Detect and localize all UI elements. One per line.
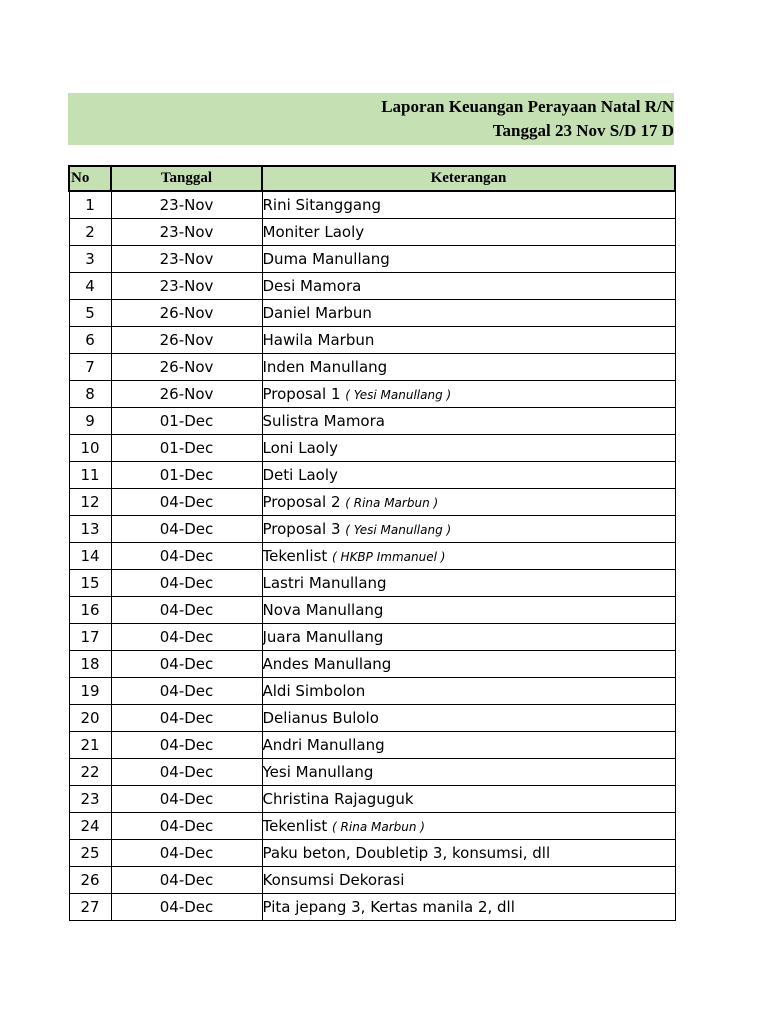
- keterangan-note: ( Yesi Manullang ): [345, 388, 452, 402]
- cell-keterangan[interactable]: [262, 489, 675, 516]
- table-row: [69, 543, 675, 570]
- table-row: [69, 354, 675, 381]
- table-row: [69, 894, 675, 921]
- keterangan-text: Tekenlist: [262, 547, 328, 565]
- cell-tanggal[interactable]: 04-Dec: [111, 840, 262, 867]
- cell-no[interactable]: 14: [69, 543, 111, 570]
- keterangan-text: Deti Laoly: [262, 466, 338, 484]
- cell-keterangan[interactable]: [262, 408, 675, 435]
- cell-no[interactable]: 10: [69, 435, 111, 462]
- table-row: [69, 813, 675, 840]
- cell-keterangan[interactable]: [262, 354, 675, 381]
- cell-keterangan[interactable]: [262, 516, 675, 543]
- cell-no[interactable]: 18: [69, 651, 111, 678]
- cell-keterangan[interactable]: [262, 570, 675, 597]
- keterangan-text: Inden Manullang: [262, 358, 388, 376]
- cell-keterangan[interactable]: [262, 732, 675, 759]
- keterangan-text: Pita jepang 3, Kertas manila 2, dll: [262, 898, 515, 916]
- cell-no[interactable]: 22: [69, 759, 111, 786]
- cell-no[interactable]: 5: [69, 300, 111, 327]
- cell-keterangan[interactable]: [262, 327, 675, 354]
- keterangan-text: Proposal 1: [262, 385, 341, 403]
- keterangan-text: Aldi Simbolon: [262, 682, 366, 700]
- keterangan-text: Delianus Bulolo: [262, 709, 379, 727]
- cell-tanggal[interactable]: 04-Dec: [111, 543, 262, 570]
- keterangan-text: Andri Manullang: [262, 736, 385, 754]
- cell-tanggal[interactable]: 04-Dec: [111, 786, 262, 813]
- keterangan-note: ( Yesi Manullang ): [345, 523, 452, 537]
- cell-no[interactable]: 4: [69, 273, 111, 300]
- cell-tanggal[interactable]: 04-Dec: [111, 651, 262, 678]
- ledger-table: [68, 165, 676, 921]
- cell-tanggal[interactable]: 04-Dec: [111, 894, 262, 921]
- report-title: Laporan Keuangan Perayaan Natal R/N: [381, 97, 674, 116]
- keterangan-note: ( HKBP Immanuel ): [332, 550, 446, 564]
- cell-tanggal[interactable]: 01-Dec: [111, 408, 262, 435]
- keterangan-text: Proposal 2: [262, 493, 341, 511]
- keterangan-text: Nova Manullang: [262, 601, 384, 619]
- table-row: [69, 678, 675, 705]
- table-row: [69, 651, 675, 678]
- cell-no[interactable]: 9: [69, 408, 111, 435]
- sheet-edge-blank: [674, 93, 768, 145]
- cell-keterangan[interactable]: [262, 543, 675, 570]
- cell-keterangan[interactable]: [262, 273, 675, 300]
- cell-keterangan[interactable]: [262, 894, 675, 921]
- table-row: [69, 327, 675, 354]
- keterangan-text: Proposal 3: [262, 520, 341, 538]
- cell-keterangan[interactable]: [262, 840, 675, 867]
- cell-no[interactable]: 20: [69, 705, 111, 732]
- cell-keterangan[interactable]: [262, 651, 675, 678]
- cell-no[interactable]: 25: [69, 840, 111, 867]
- table-row: [69, 516, 675, 543]
- table-row: [69, 786, 675, 813]
- table-row: [69, 462, 675, 489]
- table-row: [69, 705, 675, 732]
- keterangan-text: Andes Manullang: [262, 655, 392, 673]
- cell-keterangan[interactable]: [262, 191, 675, 219]
- cell-tanggal[interactable]: 26-Nov: [111, 354, 262, 381]
- table-row: [69, 867, 675, 894]
- table-row: [69, 489, 675, 516]
- cell-tanggal[interactable]: 04-Dec: [111, 624, 262, 651]
- table-row: [69, 408, 675, 435]
- cell-no[interactable]: 7: [69, 354, 111, 381]
- cell-tanggal[interactable]: 04-Dec: [111, 516, 262, 543]
- cell-no[interactable]: 27: [69, 894, 111, 921]
- table-row: [69, 435, 675, 462]
- table-row: [69, 191, 675, 219]
- cell-tanggal[interactable]: 04-Dec: [111, 489, 262, 516]
- cell-no[interactable]: 23: [69, 786, 111, 813]
- cell-no[interactable]: 21: [69, 732, 111, 759]
- column-header-keterangan[interactable]: Keterangan: [262, 166, 675, 191]
- cell-tanggal[interactable]: 04-Dec: [111, 759, 262, 786]
- cell-no[interactable]: 11: [69, 462, 111, 489]
- cell-no[interactable]: 17: [69, 624, 111, 651]
- cell-keterangan[interactable]: [262, 705, 675, 732]
- table-row: [69, 597, 675, 624]
- cell-keterangan[interactable]: [262, 678, 675, 705]
- cell-no[interactable]: 6: [69, 327, 111, 354]
- cell-no[interactable]: 8: [69, 381, 111, 408]
- cell-tanggal[interactable]: 04-Dec: [111, 813, 262, 840]
- keterangan-text: Tekenlist: [262, 817, 328, 835]
- table-row: [69, 273, 675, 300]
- column-header-tanggal[interactable]: Tanggal: [111, 166, 262, 191]
- cell-no[interactable]: 15: [69, 570, 111, 597]
- keterangan-text: Loni Laoly: [262, 439, 338, 457]
- cell-keterangan[interactable]: [262, 624, 675, 651]
- cell-keterangan[interactable]: [262, 381, 675, 408]
- cell-keterangan[interactable]: [262, 435, 675, 462]
- cell-tanggal[interactable]: 23-Nov: [111, 219, 262, 246]
- keterangan-text: Duma Manullang: [262, 250, 390, 268]
- cell-no[interactable]: 19: [69, 678, 111, 705]
- column-header-no[interactable]: No: [69, 166, 111, 191]
- keterangan-text: Rini Sitanggang: [262, 196, 382, 214]
- cell-no[interactable]: 12: [69, 489, 111, 516]
- cell-tanggal[interactable]: 26-Nov: [111, 327, 262, 354]
- header-row: [69, 166, 675, 191]
- cell-keterangan[interactable]: [262, 246, 675, 273]
- cell-keterangan[interactable]: [262, 813, 675, 840]
- table-row: [69, 732, 675, 759]
- cell-tanggal[interactable]: 04-Dec: [111, 732, 262, 759]
- cell-tanggal[interactable]: 04-Dec: [111, 867, 262, 894]
- cell-tanggal[interactable]: 04-Dec: [111, 678, 262, 705]
- cell-tanggal[interactable]: 04-Dec: [111, 570, 262, 597]
- cell-tanggal[interactable]: 01-Dec: [111, 435, 262, 462]
- cell-tanggal[interactable]: 23-Nov: [111, 273, 262, 300]
- cell-keterangan[interactable]: [262, 867, 675, 894]
- keterangan-text: Hawila Marbun: [262, 331, 375, 349]
- keterangan-text: Desi Mamora: [262, 277, 362, 295]
- table-row: [69, 246, 675, 273]
- keterangan-text: Paku beton, Doubletip 3, konsumsi, dll: [262, 844, 551, 862]
- keterangan-text: Konsumsi Dekorasi: [262, 871, 405, 889]
- cell-no[interactable]: 16: [69, 597, 111, 624]
- table-row: [69, 840, 675, 867]
- cell-no[interactable]: 13: [69, 516, 111, 543]
- cell-no[interactable]: 1: [69, 191, 111, 219]
- keterangan-text: Juara Manullang: [262, 628, 384, 646]
- cell-no[interactable]: 26: [69, 867, 111, 894]
- cell-keterangan[interactable]: [262, 786, 675, 813]
- table-row: [69, 759, 675, 786]
- cell-no[interactable]: 2: [69, 219, 111, 246]
- table-row: [69, 624, 675, 651]
- keterangan-text: Sulistra Mamora: [262, 412, 385, 430]
- keterangan-text: Moniter Laoly: [262, 223, 365, 241]
- keterangan-text: Daniel Marbun: [262, 304, 372, 322]
- cell-tanggal[interactable]: 26-Nov: [111, 300, 262, 327]
- cell-keterangan[interactable]: [262, 597, 675, 624]
- keterangan-text: Christina Rajaguguk: [262, 790, 414, 808]
- cell-tanggal[interactable]: 23-Nov: [111, 246, 262, 273]
- keterangan-note: ( Rina Marbun ): [345, 496, 439, 510]
- report-date-range: Tanggal 23 Nov S/D 17 D: [492, 121, 674, 140]
- cell-keterangan[interactable]: [262, 759, 675, 786]
- cell-tanggal[interactable]: 23-Nov: [111, 191, 262, 219]
- cell-tanggal[interactable]: 04-Dec: [111, 705, 262, 732]
- table-row: [69, 300, 675, 327]
- table-row: [69, 219, 675, 246]
- cell-keterangan[interactable]: [262, 219, 675, 246]
- cell-tanggal[interactable]: 04-Dec: [111, 597, 262, 624]
- cell-keterangan[interactable]: [262, 300, 675, 327]
- cell-keterangan[interactable]: [262, 462, 675, 489]
- cell-no[interactable]: 3: [69, 246, 111, 273]
- cell-no[interactable]: 24: [69, 813, 111, 840]
- cell-tanggal[interactable]: 01-Dec: [111, 462, 262, 489]
- table-row: [69, 570, 675, 597]
- report-title-banner: [68, 93, 768, 145]
- table-row: [69, 381, 675, 408]
- keterangan-text: Lastri Manullang: [262, 574, 387, 592]
- keterangan-text: Yesi Manullang: [262, 763, 374, 781]
- cell-tanggal[interactable]: 26-Nov: [111, 381, 262, 408]
- keterangan-note: ( Rina Marbun ): [332, 820, 425, 834]
